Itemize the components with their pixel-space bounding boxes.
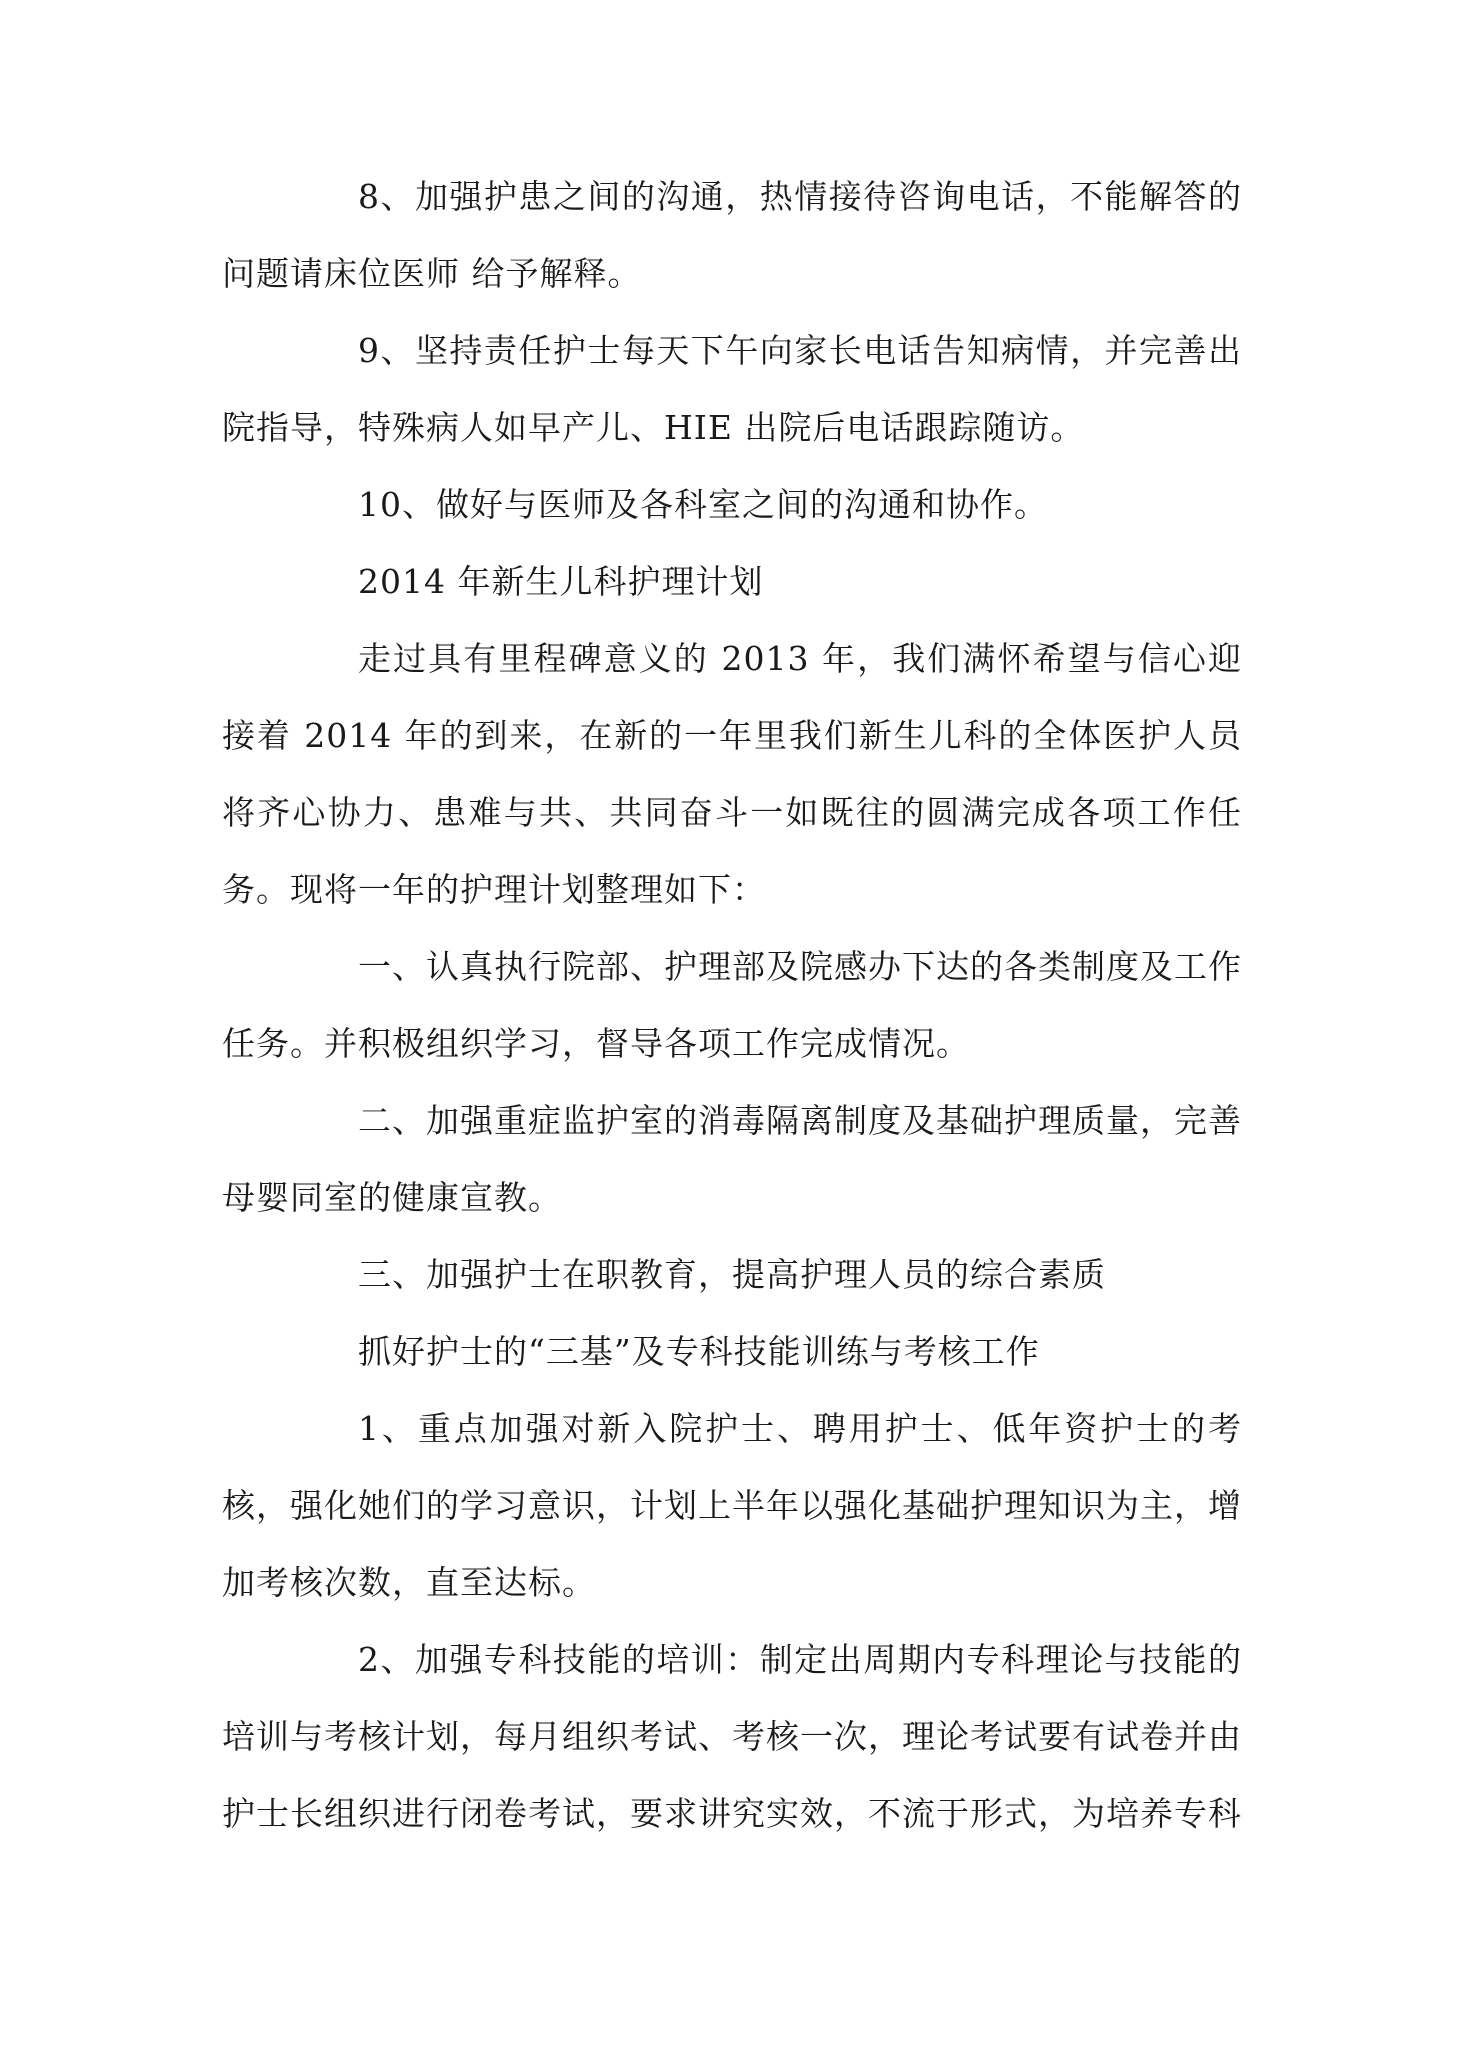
paragraph-item-9: 9、坚持责任护士每天下午向家长电话告知病情，并完善出院指导，特殊病人如早产儿、HIE 出院后电话跟踪随访。 [222, 331, 1242, 447]
plan-item-2: 二、加强重症监护室的消毒隔离制度及基础护理质量，完善母婴同室的健康宣教。 [222, 1101, 1242, 1217]
paragraph-item-8: 8、加强护患之间的沟通，热情接待咨询电话，不能解答的问题请床位医师 给予解释。 [222, 177, 1242, 293]
section-title: 2014 年新生儿科护理计划 [358, 562, 764, 601]
plan-item-3: 三、加强护士在职教育，提高护理人员的综合素质 [358, 1255, 1106, 1294]
training-item-2: 2、加强专科技能的培训：制定出周期内专科理论与技能的培训与考核计划，每月组织考试、考核一次，理论考试要有试卷并由护士长组织进行闭卷考试，要求讲究实效，不流于形式，为培养专科 [222, 1640, 1242, 1833]
plan-item-1: 一、认真执行院部、护理部及院感办下达的各类制度及工作任务。并积极组织学习，督导各项工作完成情况。 [222, 947, 1242, 1063]
paragraph-item-10: 10、做好与医师及各科室之间的沟通和协作。 [358, 485, 1048, 524]
document-body [222, 158, 1242, 1852]
intro-paragraph: 走过具有里程碑意义的 2013 年，我们满怀希望与信心迎接着 2014 年的到来，在新的一年里我们新生儿科的全体医护人员将齐心协力、患难与共、共同奋斗一如既往的圆满完成各项工作任务。现将一年的护理计划整理如下： [222, 639, 1242, 909]
training-heading: 抓好护士的“三基”及专科技能训练与考核工作 [358, 1332, 1040, 1371]
training-item-1: 1、重点加强对新入院护士、聘用护士、低年资护士的考核，强化她们的学习意识，计划上半年以强化基础护理知识为主，增加考核次数，直至达标。 [222, 1409, 1242, 1602]
